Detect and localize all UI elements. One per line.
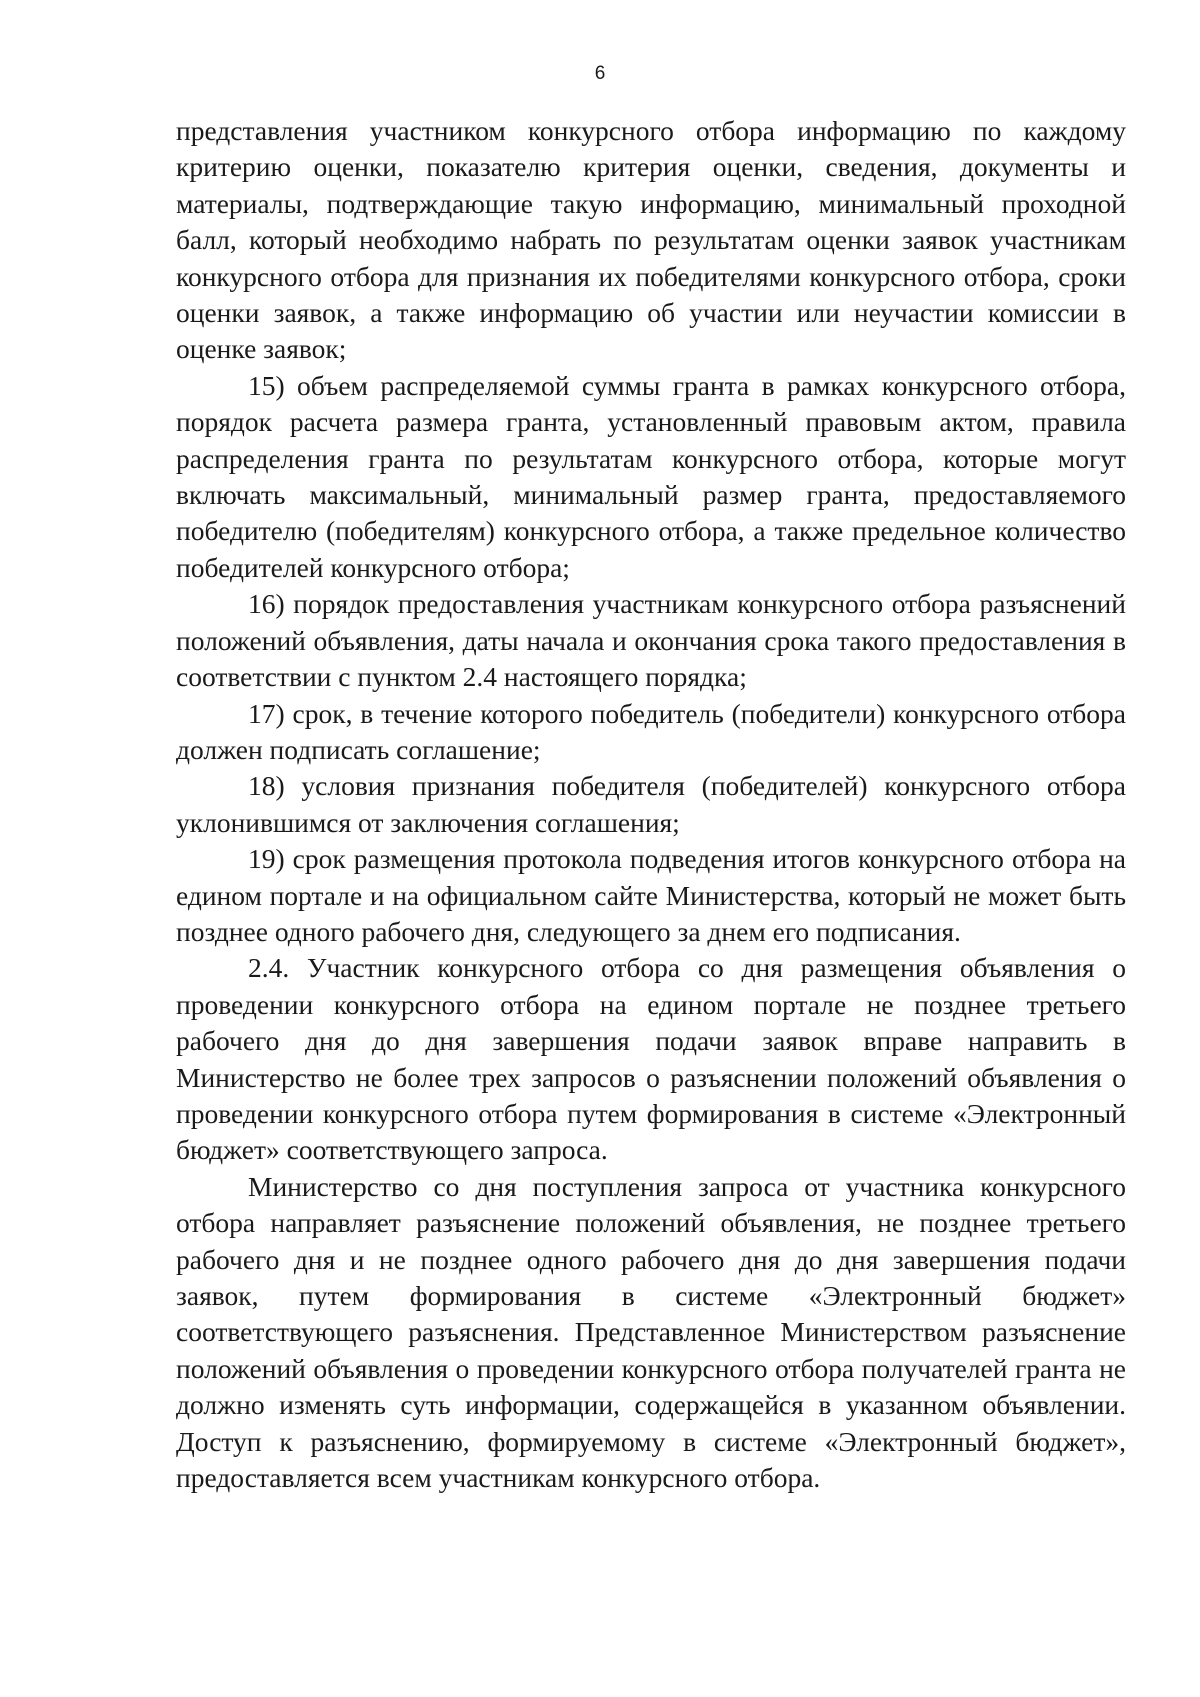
paragraph-criteria-continuation: представления участником конкурсного отбора информацию по каждому критерию оценки, показателю критерия оценки, сведения, документы и материалы, подтверждающие такую информацию, минимальный проходной балл, который необходимо набрать по результатам оценки заявок участникам конкурсного отбора для признания их победителями конкурсного отбора, сроки оценки заявок, а также информацию об участии или неучастии комиссии в оценке заявок; (176, 115, 1126, 365)
paragraph-section-2-4: 2.4. Участник конкурсного отбора со дня размещения объявления о проведении конкурсного отбора на едином портале не позднее третьего рабочего дня до дня завершения подачи заявок вправе направить в Министерство не более трех запросов о разъяснении положений объявления о проведении конкурсного отбора путем формирования в системе «Электронный бюджет» соответствующего запроса. (176, 952, 1126, 1166)
page-number: 6 (594, 63, 606, 84)
document-body (176, 113, 1126, 1496)
paragraph-item-15: 15) объем распределяемой суммы гранта в рамках конкурсного отбора, порядок расчета размера гранта, установленный правовым актом, правила распределения гранта по результатам конкурсного отбора, которые могут включать максимальный, минимальный размер гранта, предоставляемого победителю (победителям) конкурсного отбора, а также предельное количество победителей конкурсного отбора; (176, 369, 1126, 583)
paragraph-ministry-clarification: Министерство со дня поступления запроса от участника конкурсного отбора направляет разъяснение положений объявления, не позднее третьего рабочего дня и не позднее одного рабочего дня до дня завершения подачи заявок, путем формирования в системе «Электронный бюджет» соответствующего разъяснения. Представленное Министерством разъяснение положений объявления о проведении конкурсного отбора получателей гранта не должно изменять суть информации, содержащейся в указанном объявлении. Доступ к разъяснению, формируемому в системе «Электронный бюджет», предоставляется всем участникам конкурсного отбора. (176, 1170, 1126, 1494)
paragraph-item-19: 19) срок размещения протокола подведения итогов конкурсного отбора на едином портале и на официальном сайте Министерства, который не может быть позднее одного рабочего дня, следующего за днем его подписания. (176, 843, 1126, 947)
paragraph-item-17: 17) срок, в течение которого победитель (победители) конкурсного отбора должен подписать соглашение; (176, 697, 1126, 765)
paragraph-item-16: 16) порядок предоставления участникам конкурсного отбора разъяснений положений объявления, даты начала и окончания срока такого предоставления в соответствии с пунктом 2.4 настоящего порядка; (176, 588, 1126, 693)
paragraph-item-18: 18) условия признания победителя (победителей) конкурсного отбора уклонившимся от заключения соглашения; (176, 770, 1126, 838)
